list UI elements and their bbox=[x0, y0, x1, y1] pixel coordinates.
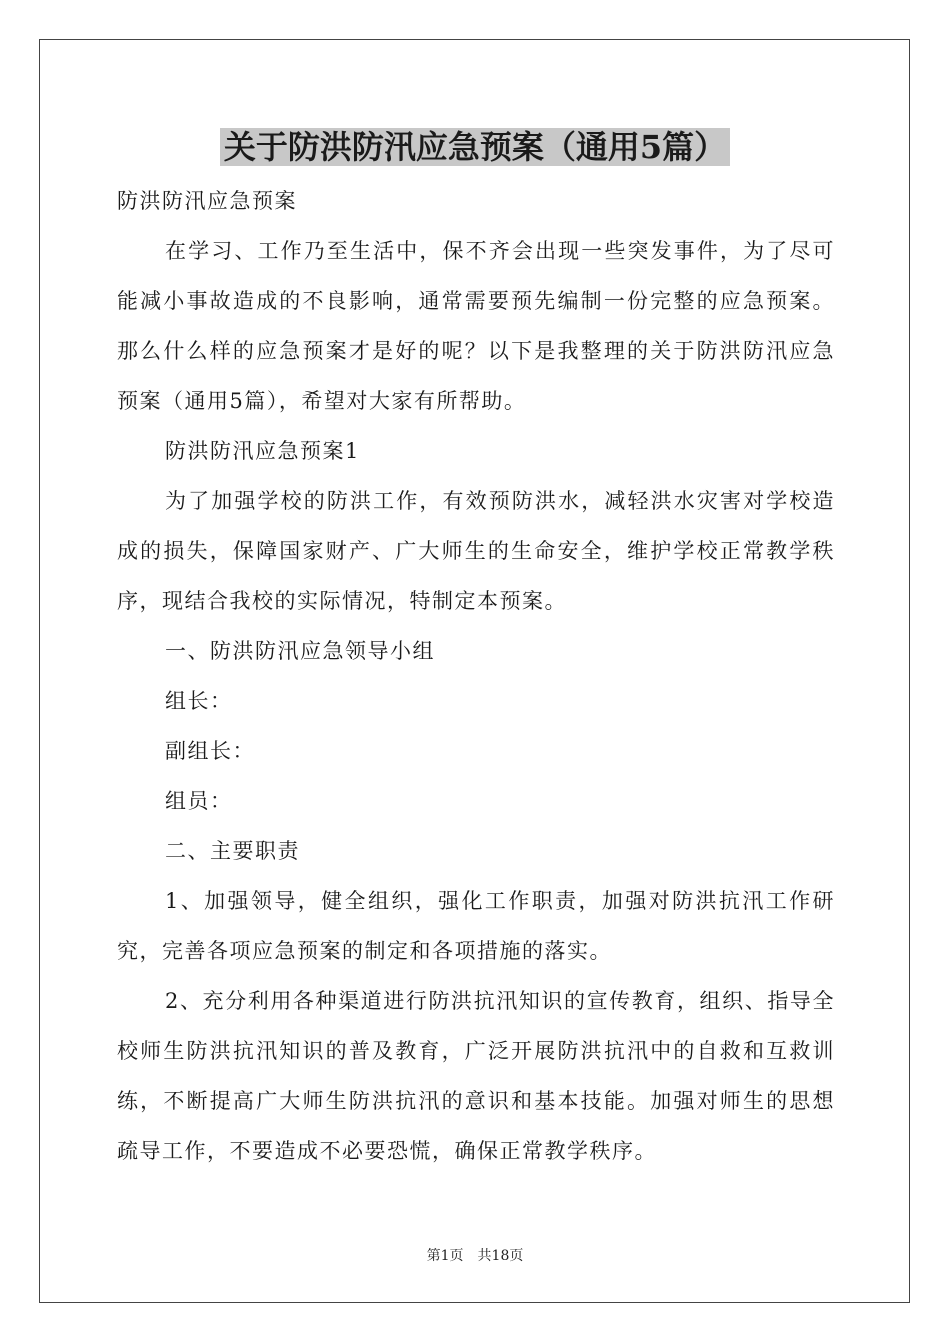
paragraph-deputy-leader: 副组长： bbox=[165, 739, 255, 763]
document-body bbox=[117, 176, 835, 1176]
page-number: 第1页 bbox=[426, 1248, 464, 1264]
paragraph-purpose: 为了加强学校的防洪工作，有效预防洪水，减轻洪水灾害对学校造成的损失，保障国家财产、广大师生的生命安全，维护学校正常教学秩序，现结合我校的实际情况，特制定本预案。 bbox=[117, 489, 835, 613]
paragraph-heading-leadership: 一、防洪防汛应急领导小组 bbox=[165, 639, 435, 663]
paragraph-duty-2: 2、充分利用各种渠道进行防洪抗汛知识的宣传教育，组织、指导全校师生防洪抗汛知识的普及教育，广泛开展防洪抗汛中的自救和互救训练，不断提高广大师生防洪抗汛的意识和基本技能。加强对师生的思想疏导工作，不要造成不必要恐慌，确保正常教学秩序。 bbox=[117, 989, 835, 1163]
paragraph-intro: 在学习、工作乃至生活中，保不齐会出现一些突发事件，为了尽可能减小事故造成的不良影响，通常需要预先编制一份完整的应急预案。那么什么样的应急预案才是好的呢？以下是我整理的关于防洪防汛应急预案（通用5篇），希望对大家有所帮助。 bbox=[117, 239, 835, 413]
document-title bbox=[0, 126, 950, 168]
paragraph-members: 组员： bbox=[165, 789, 233, 813]
page-footer bbox=[0, 1247, 950, 1265]
document-title-text: 关于防洪防汛应急预案（通用5篇） bbox=[220, 128, 730, 166]
paragraph-section-heading: 防洪防汛应急预案1 bbox=[165, 439, 360, 463]
paragraph-leader: 组长： bbox=[165, 689, 233, 713]
paragraph-subtitle: 防洪防汛应急预案 bbox=[117, 189, 297, 213]
paragraph-duty-1: 1、加强领导，健全组织，强化工作职责，加强对防洪抗汛工作研究，完善各项应急预案的制定和各项措施的落实。 bbox=[117, 889, 835, 963]
page-total: 共18页 bbox=[477, 1248, 524, 1264]
paragraph-heading-duties: 二、主要职责 bbox=[165, 839, 300, 863]
